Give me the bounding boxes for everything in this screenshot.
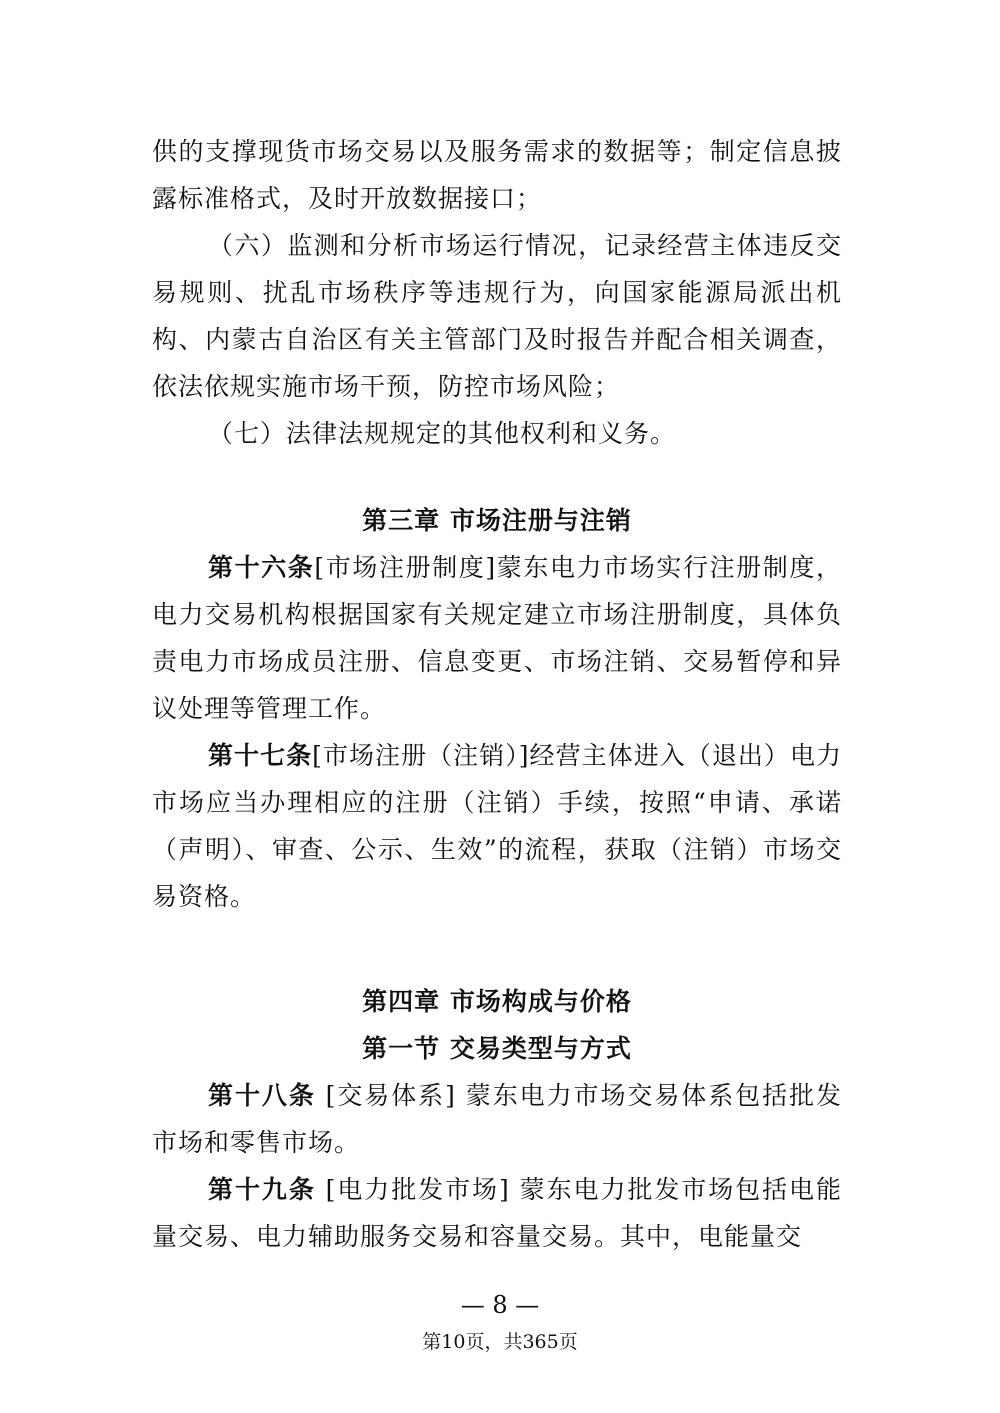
article-16-text: [市场注册制度]蒙东电力市场实行注册制度，电力交易机构根据国家有关规定建立市场注册制度，具体负责电力市场成员注册、信息变更、市场注销、交易暂停和异议处理等管理工作。 — [152, 553, 842, 723]
article-17 — [152, 732, 842, 920]
document-body — [152, 128, 842, 1260]
paragraph-item-7: （七）法律法规规定的其他权利和义务。 — [208, 419, 677, 448]
chapter-4-title: 第四章 市场构成与价格 — [362, 987, 632, 1016]
paragraph-item-6: （六）监测和分析市场运行情况，记录经营主体违反交易规则、扰乱市场秩序等违规行为，向国家能源局派出机构、内蒙古自治区有关主管部门及时报告并配合相关调查，依法依规实施市场干预，防控市场风险； — [152, 231, 842, 401]
page-number: — 8 — — [460, 1291, 540, 1319]
article-17-number: 第十七条 — [208, 741, 313, 770]
page-count-footer: 第10页，共365页 — [422, 1331, 578, 1353]
section-1-title: 第一节 交易类型与方式 — [362, 1034, 632, 1063]
article-19-number: 第十九条 — [208, 1175, 316, 1204]
article-16-number: 第十六条 — [208, 553, 315, 582]
article-19-text: [电力批发市场] 蒙东电力批发市场包括电能量交易、电力辅助服务交易和容量交易。其中，电能量交 — [152, 1175, 842, 1251]
article-18 — [152, 1072, 842, 1166]
article-16 — [152, 544, 842, 732]
paragraph-continuation: 供的支撑现货市场交易以及服务需求的数据等；制定信息披露标准格式，及时开放数据接口； — [152, 137, 842, 213]
article-18-text: [交易体系] 蒙东电力市场交易体系包括批发市场和零售市场。 — [152, 1081, 842, 1157]
article-18-number: 第十八条 — [208, 1081, 316, 1110]
chapter-3-title: 第三章 市场注册与注销 — [362, 506, 632, 535]
article-17-text: [市场注册（注销）]经营主体进入（退出）电力市场应当办理相应的注册（注销）手续，按照“申请、承诺（声明）、审查、公示、生效”的流程，获取（注销）市场交易资格。 — [152, 741, 842, 911]
article-19 — [152, 1166, 842, 1260]
